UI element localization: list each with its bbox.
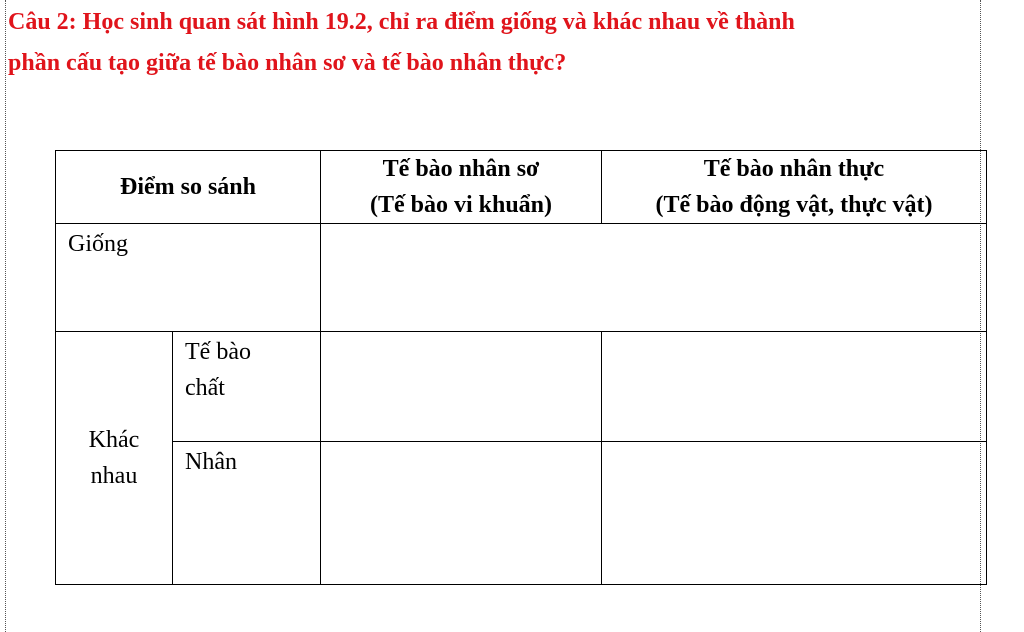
question-line-2: phần cấu tạo giữa tế bào nhân sơ và tế bào nhân thực? [8, 50, 567, 76]
answer-cell-nhan-eukaryote[interactable] [602, 442, 987, 585]
row-label-khac-line1: Khác [88, 427, 140, 453]
comparison-table [55, 150, 987, 585]
page-margin-left [5, 0, 6, 632]
header-eukaryote-title: Tế bào nhân thực [703, 156, 885, 182]
table-header-row [56, 151, 987, 224]
question-line-1: Câu 2: Học sinh quan sát hình 19.2, chỉ ra điểm giống và khác nhau về thành [8, 9, 795, 35]
row-label-tbc-line2: chất [185, 375, 225, 401]
question-text [8, 2, 993, 84]
header-eukaryote [602, 151, 987, 224]
header-prokaryote-subtitle: (Tế bào vi khuẩn) [369, 192, 553, 218]
table-row-te-bao-chat [56, 332, 987, 442]
row-label-giong: Giống [56, 224, 321, 332]
row-label-khac-nhau [56, 332, 173, 585]
header-eukaryote-subtitle: (Tế bào động vật, thực vật) [655, 192, 933, 218]
table-row-nhan [56, 442, 987, 585]
table-row-giong [56, 224, 987, 332]
header-prokaryote-title: Tế bào nhân sơ [382, 156, 540, 182]
header-compare: Điểm so sánh [56, 151, 321, 224]
header-prokaryote [321, 151, 602, 224]
answer-cell-tbc-prokaryote[interactable] [321, 332, 602, 442]
row-label-khac-line2: nhau [90, 463, 138, 489]
row-label-nhan: Nhân [173, 442, 321, 585]
answer-cell-nhan-prokaryote[interactable] [321, 442, 602, 585]
answer-cell-tbc-eukaryote[interactable] [602, 332, 987, 442]
answer-cell-giong[interactable] [321, 224, 987, 332]
row-label-te-bao-chat [173, 332, 321, 442]
row-label-tbc-line1: Tế bào [185, 339, 251, 365]
